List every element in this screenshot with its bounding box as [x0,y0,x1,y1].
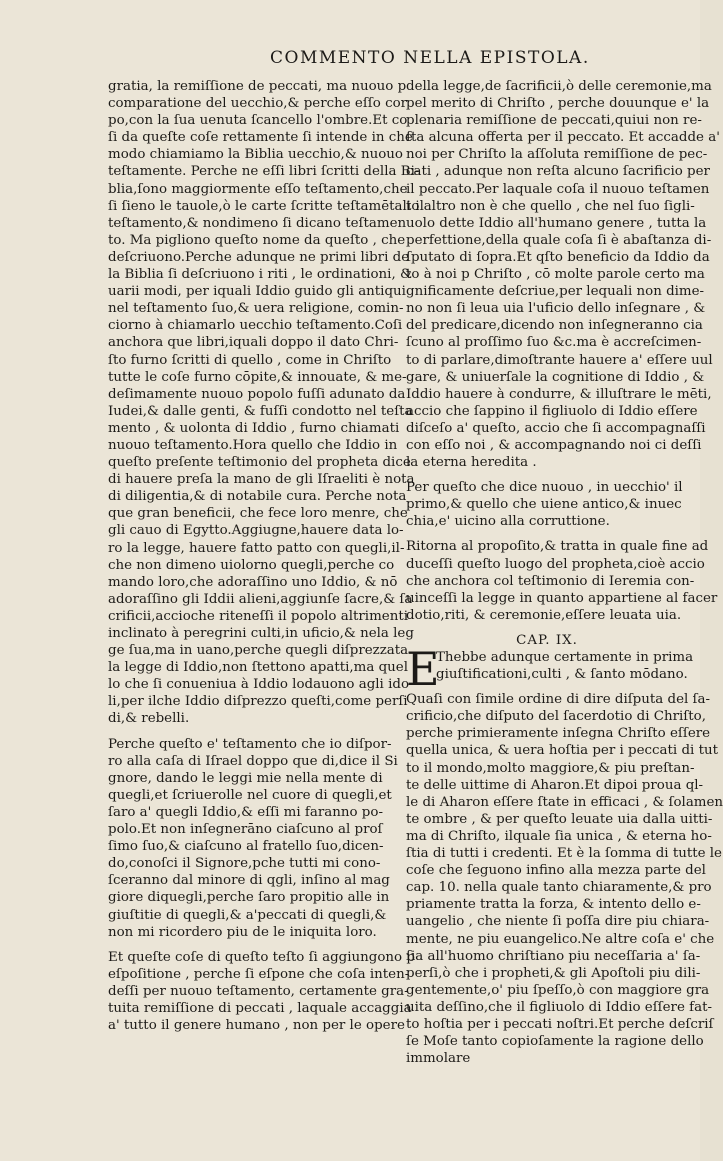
text-line: diſceſo a' queſto, accio che ſi accompagnaſſi [406,420,706,436]
text-line: gli cauo di Egytto.Aggiugne,hauere data lo- [108,523,404,539]
text-line: a' tutto il genere humano , non per le opere [108,1018,405,1034]
text-line: dotio,riti, & ceremonie,eſſere leuata uia. [406,607,682,623]
text-line: Iudei,& dalle genti, & fuſſi condotto nel teſta [108,403,413,419]
text-line: ſto furno ſcritti di quello , come in Chriſto [108,352,392,368]
text-line: quegli,et ſcriuerolle nel cuore di quegli,et [108,787,392,803]
text-line: teſtamento,& nondimeno ſi dicano teſtamen [108,215,407,231]
drop-cap: E [406,642,440,696]
text-line: ro alla caſa di Iſrael doppo que di,dice il Si [108,753,398,769]
text-line: mento , & uolonta di Iddio , furno chiamati [108,420,400,436]
text-line: eſpoſitione , perche ſi eſpone che coſa inten- [108,966,410,982]
text-line: te delle uittime di Aharon.Et dipoi proua ql- [406,777,704,793]
text-line: gratia, la remiſſione de peccati, ma nuouo p [108,79,407,94]
text-line: perche primieramente inſegna Chriſto eſſere [406,726,711,742]
text-line: uinceſſi la legge in quanto appartiene al facer [406,590,718,606]
paragraph [108,736,398,941]
chapter-heading: CAP. IX. [516,632,578,648]
text-line: to di parlare,dimoſtrante hauere a' eſſere uul [406,352,713,368]
text-line: la eterna heredita . [406,455,537,471]
text-line: gentemente,o' piu ſpeſſo,ò con maggiore gra [406,982,710,998]
text-line: adoraſſino gli Iddii alieni,aggiunſe ſacre,& ſa [108,591,413,607]
text-line: ſtia di tutti i credenti. Et è la ſomma di tutte le [406,846,722,862]
text-line: il peccato.Per laquale coſa il nuouo teſtamen [406,181,710,197]
text-line: di,& rebelli. [108,711,190,727]
text-line: pel merito di Chriſto , perche douunque e' la [406,96,710,112]
paragraph [406,78,720,471]
text-line: no non ſi leua uia l'uficio dello inſegnare , & [406,301,706,317]
text-line: la legge di Iddio,non ſtettono apatti,ma quel [108,660,408,676]
text-line: ſimo ſuo,& ciaſcuno al fratello ſuo,dicen- [108,839,384,855]
right-column [406,78,723,1075]
text-line: priamente tratta la forza, & intento dello e- [406,897,701,913]
text-line: to hoſtia per i peccati noſtri.Et perche deſcriſ [406,1016,714,1032]
text-line: immolare [406,1051,471,1067]
text-line: con eſſo noi , & accompagnando noi ci deſſi [406,437,702,453]
text-line: uangelio , che niente ſi poſſa dire piu chiara- [406,914,710,930]
text-line: ſputato di ſopra.Et qſto beneficio da Iddio da [406,249,710,265]
text-line: accio che ſappino il figliuolo di Iddio eſſere [406,403,698,419]
text-line: tutte le coſe furno cōpite,& innouate, & me- [108,369,407,385]
text-line: ſaro a' quegli Iddio,& eſſi mi faranno po- [108,804,383,820]
text-line: Ritorna al propoſito,& tratta in quale fine ad [406,539,709,555]
text-line: gnore, dando le leggi mie nella mente di [108,770,383,786]
text-line: deſcriuono.Perche adunque ne primi libri de [108,249,410,265]
text-line: gare, & uniuerſale la cognitione di Iddio , & [406,369,705,385]
chapter-opening [406,642,694,696]
text-line: giuſtitie di quegli,& a'peccati di quegli,& [108,907,387,923]
text-line: nel teſtamento ſuo,& uera religione, comin- [108,301,404,317]
text-line: la Biblia ſi deſcriuono i riti , le ordinationi, & [108,267,412,283]
text-line: noi per Chriſto la aſſoluta remiſſione de pec- [406,147,708,163]
text-line: coſe che ſeguono infino alla mezza parte del [406,863,706,879]
text-line: Et queſte coſe di queſto teſto ſi aggiungono p [108,949,415,965]
text-line: Perche queſto e' teſtamento che io diſpor- [108,736,392,752]
text-line: uolo dette Iddio all'humano genere , tutta la [406,215,707,231]
text-line: mando loro,che adoraſſino uno Iddio, & nō [108,574,398,590]
text-line: teſtamente. Perche ne eſſi libri ſcritti della Bi- [108,164,420,180]
text-line: plenaria remiſſione de peccati,quiui non re- [406,113,702,129]
text-line: mente, ne piu euangelico.Ne altre coſa e' che [406,931,715,947]
text-line: to. Ma pigliono queſto nome da queſto , che [108,232,406,248]
text-line: queſto preſente teſtimonio del propheta dice [108,455,411,471]
text-line: ſi ſieno le tauole,ò le carte ſcritte teſtamētali il [108,198,424,214]
text-line: comparatione del uecchio,& perche eſſo cor [108,96,408,112]
text-line: chia,e' uicino alla corruttione. [406,514,610,530]
paragraph [108,949,415,1034]
text-line: polo.Et non inſegnerāno ciaſcuno al proſ [108,822,383,838]
text-line: cati , adunque non reſta alcuno ſacrificio per [406,164,710,180]
text-line: to altro non è che quello , che nel ſuo ſigli- [406,198,695,214]
text-line: ſi da queſte coſe rettamente ſi intende in che [108,130,413,146]
text-line: que gran beneficii, che fece loro menre, che [108,506,408,522]
text-line: di diligentia,& di notabile cura. Perche nota [108,489,407,505]
text-line: di hauere preſa la mano de gli Iſraeliti è nota [108,472,415,488]
running-head: COMMENTO NELLA EPISTOLA. [270,48,590,68]
text-line: gnificamente deſcriue,per lequali non dime- [406,284,705,300]
left-column [108,78,424,1042]
text-line: le di Aharon eſſere ſtate in efficaci , & ſolamen [406,794,723,810]
text-line: po,con la ſua uenuta ſcancello l'ombre.Et co [108,113,408,129]
text-line: duceſſi queſto luogo del propheta,cioè accio [406,556,705,572]
text-line: ro la legge, hauere fatto patto con quegli,il- [108,540,405,556]
text-line: ciorno à chiamarlo uecchio teſtamento.Coſi [108,318,403,334]
text-line: blia,ſono maggiormente eſſo teſtamento,che [108,181,408,197]
text-line: ſta alcuna offerta per il peccato. Et accadde a' [406,130,720,146]
text-line: ſe Moſe tanto copioſamente la ragione dello [406,1034,704,1050]
text-line: ge ſua,ma in uano,perche quegli diſprezzata [108,643,409,659]
text-line: giuſtificationi,culti , & ſanto mōdano. [436,667,688,683]
text-line: lo che ſi conueniua à Iddio lodauono agli ido [108,677,410,693]
text-line: ſia all'huomo chriſtiano piu neceſſaria a' ſa- [406,948,701,964]
text-line: cap. 10. nella quale tanto chiaramente,& pro [406,880,712,896]
text-line: modo chiamiamo la Biblia uecchio,& nuouo [108,147,403,163]
text-line: perfettione,della quale coſa ſi è abaſtanza di- [406,232,712,248]
text-line: quella unica, & uera hoſtia per i peccati di tut [406,743,718,759]
text-line: inclinato à peregrini culti,in uficio,& nela leg [108,626,414,641]
text-line: uarii modi, per iquali Iddio guido gli antiqui [108,284,406,300]
paragraph [406,538,718,623]
text-line: li,per ilche Iddio diſprezzo queſti,come perſi [108,694,408,710]
text-line: te ombre , & per queſto leuate uia dalla uitti- [406,811,713,827]
text-line: Quaſi con ſimile ordine di dire diſputa del ſa- [406,692,711,708]
text-line: ſcuno al proſſimo ſuo &c.ma è accreſcimen- [406,335,702,351]
paragraph [406,479,688,530]
text-line: Iddio hauere à condurre, & illuſtrare le mēti, [406,386,712,402]
text-line: deſimamente nuouo popolo fuſſi adunato da [108,386,406,402]
text-line: non mi ricordero piu de le iniquita loro. [108,924,377,940]
text-line: do,conoſci il Signore,pche tutti mi cono- [108,856,381,872]
text-line: della legge,de ſacrificii,ò delle ceremonie,ma [406,79,712,94]
text-line: Per queſto che dice nuouo , in uecchio' il [406,480,683,496]
text-line: giore diquegli,perche ſaro propitio alle in [108,890,390,906]
text-line: to il mondo,molto maggiore,& piu preſtan- [406,760,695,776]
text-line: ma di Chriſto, ilquale ſia unica , & eterna ho- [406,828,712,844]
final-paragraph [406,691,723,1067]
text-line: Thebbe adunque certamente in prima [436,650,694,665]
text-line: anchora que libri,iquali doppo il dato Chri- [108,335,399,351]
text-line: che anchora col teſtimonio di Ieremia con- [406,573,695,589]
text-line: che non dimeno uiolorno quegli,perche co [108,557,395,573]
text-line: crificii,accioche riteneſſi il popolo altrimenti [108,608,408,624]
text-line: tuita remiſſione di peccati , laquale accaggia [108,1000,412,1016]
text-line: primo,& quello che uiene antico,& inuec [406,497,682,513]
text-line: deſſi per nuouo teſtamento, certamente gra- [108,983,409,999]
paragraph [108,78,424,728]
text-line: uita deſſino,che il figliuolo di Iddio eſſere fat- [406,999,712,1015]
text-line: nuouo teſtamento.Hora quello che Iddio in [108,437,398,453]
text-line: ſceranno dal minore di qgli, inſino al mag [108,873,390,889]
text-line: perſi,ò che i propheti,& gli Apoſtoli piu dili- [406,965,701,981]
text-line: to à noi p Chriſto , cō molte parole certo ma [406,267,705,283]
text-line: crificio,che diſputo del ſacerdotio di Chriſto, [406,709,706,725]
text-line: del predicare,dicendo non inſegneranno cia [406,318,703,334]
